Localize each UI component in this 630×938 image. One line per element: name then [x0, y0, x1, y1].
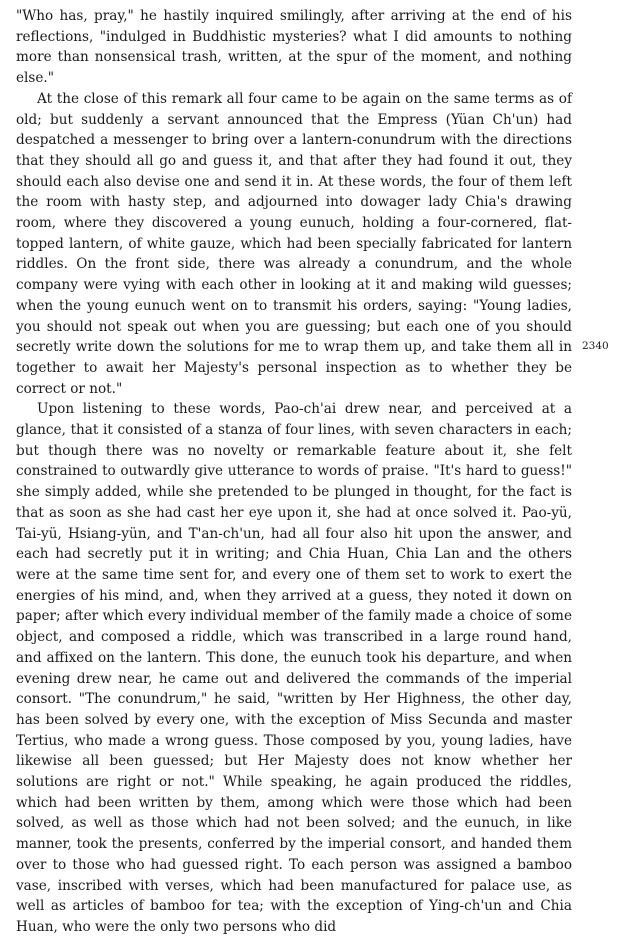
paragraph-2: At the close of this remark all four came to be again on the same terms as of old; but suddenly a servant announced that the Empress (Yüan Ch'un) had despatched a messenger to bring over a lantern-conundrum with the directions that they should all go and guess it, and that after they had found it out, they should each also devise one and send it in. At these words, the four of them left the room with hasty step, and adjourned into dowager lady Chia's drawing room, where they discovered a young eunuch, holding a four-cornered, flat-topped lantern, of white gauze, which had been specially fabricated for lantern riddles. On the front side, there was already a conundrum, and the whole company were vying with each other in looking at it and making wild guesses; when the young eunuch went on to transmit his orders, saying: "Young ladies, you should not speak out when you are guessing; but each one of you should secretly write down the solutions for me to wrap them up, and take them all in together to await her Majesty's personal inspection as to whether they be correct or not."	[16, 90, 572, 397]
page-number: 2340	[582, 340, 609, 352]
paragraph-3: Upon listening to these words, Pao-ch'ai drew near, and perceived at a glance, that it consisted of a stanza of four lines, with seven characters in each; but though there was no novelty or remarkable feature about it, she felt constrained to outwardly give utterance to words of praise. "It's hard to guess!" she simply added, while she pretended to be plunged in thought, for the fact is that as soon as she had cast her eye upon it, she had at once solved it. Pao-yü, Tai-yü, Hsiang-yün, and T'an-ch'un, had all four also hit upon the answer, and each had secretly put it in writing; and Chia Huan, Chia Lan and the others were at the same time sent for, and every one of them set to work to exert the energies of his mind, and, when they arrived at a guess, they noted it down on paper; after which every individual member of the family made a choice of some object, and composed a riddle, which was transcribed in a large round hand, and affixed on the lantern. This done, the eunuch took his departure, and when evening drew near, he came out and delivered the commands of the imperial consort. "The conundrum," he said, "written by Her Highness, the other day, has been solved by every one, with the exception of Miss Secunda and master Tertius, who made a wrong guess. Those composed by you, young ladies, have likewise all been guessed; but Her Majesty does not know whether her solutions are right or not." While speaking, he again produced the riddles, which had been written by them, among which were those which had been solved, as well as those which had not been solved; and the eunuch, in like manner, took the presents, conferred by the imperial consort, and handed them over to those who had guessed right. To each person was assigned a bamboo vase, inscribed with verses, which had been manufactured for palace use, as well as articles of bamboo for tea; with the exception of Ying-ch'un and Chia Huan, who were the only two persons who did	[16, 401, 572, 935]
body-text	[16, 6, 572, 938]
paragraph-1: "Who has, pray," he hastily inquired smilingly, after arriving at the end of his reflections, "indulged in Buddhistic mysteries? what I did amounts to nothing more than nonsensical trash, written, at the spur of the moment, and nothing else."	[16, 8, 572, 87]
